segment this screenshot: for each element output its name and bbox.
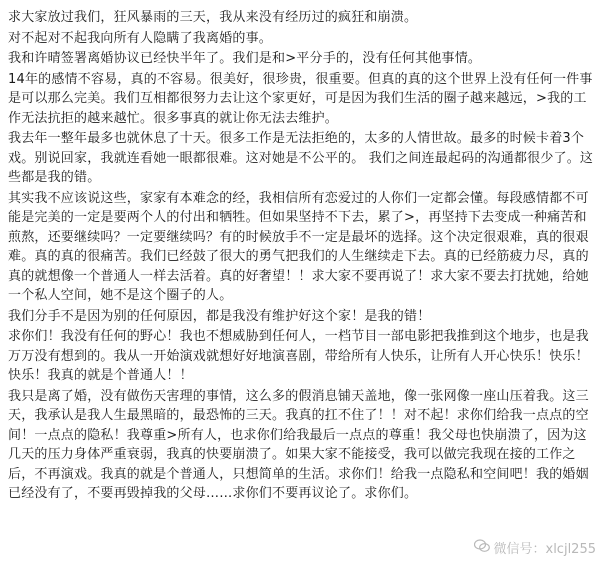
paragraph: 我去年一整年最多也就休息了十天。很多工作是无法拒绝的，太多的人情世故。最多的时候卡着3个戏。别说回家，我就连看她一眼都很难。这对她是不公平的。 我们之间连最起码的沟通都很少了。这些都是我的错。 (8, 131, 594, 185)
paragraph: 14年的感情不容易，真的不容易。很美好，很珍贵，很重要。但真的真的这个世界上没有任何一件事是可以那么完美。我们互相都很努力去让这个家更好，可是因为我们生活的圈子越来越远，>我的工作无法抗拒的越来越忙。很多事真的就让你无法去维护。 (8, 71, 593, 126)
paragraph: 我们分手不是因为别的任何原因，都是我没有维护好这个家！是我的错！ (8, 308, 431, 324)
paragraph: 求大家放过我们，狂风暴雨的三天，我从来没有经历过的疯狂和崩溃。 (8, 10, 418, 25)
paragraph: 对不起对不起我向所有人隐瞒了我离婚的事。 (8, 30, 273, 46)
watermark-text: 微信号：xlcjl255 (493, 542, 596, 557)
paragraph: 我只是离了婚，没有做伤天害理的事情，这么多的假消息铺天盖地，像一张网像一座山压着我。这三天，我承认是我人生最黑暗的，最恐怖的三天。我真的扛不住了！！对不起！求你们给我一点点的空间！一点点的隐私！我尊重>所有人，也求你们给我最后一点点的尊重！我父母也快崩溃了，因为这几天的压力身体严重衰弱，我真的快要崩溃了。如果大家不能接受，我可以做完我现在接的工作之后，不再演戏。我真的就是个普通人，只想简单的生活。求你们！给我一点隐私和空间吧！我的婚姻已经没有了，不要再毁掉我的父母……求你们不要再议论了。求你们。 (8, 388, 589, 501)
paragraph: 其实我不应该说这些，家家有本难念的经，我相信所有恋爱过的人你们一定都会懂。每段感情都不可能是完美的一定是要两个人的付出和牺牲。但如果坚持不下去，累了>，再坚持下去变成一种痛苦和煎熬，还要继续吗？一定要继续吗？有的时候放手不一定是最坏的选择。这个决定很艰难，真的很艰难。真的真的很痛苦。我们已经鼓了很大的勇气把我们的人生继续走下去。真的已经筋疲力尽，真的真的就想像一个普通人一样去活着。真的好奢望！！求大家不要再说了！求大家不要去打扰她，给她一个私人空间，她不是这个圈子的人。 (8, 190, 589, 303)
paragraph: 求你们！我没有任何的野心！我也不想威胁到任何人，一档节目一部电影把我推到这个地步，也是我万万没有想到的。我从一开始演戏就想好好地演喜剧，带给所有人快乐，让所有人开心快乐！快乐！快乐！我真的就是个普通人！！ (8, 329, 589, 383)
paragraph: 我和许晴签署离婚协议已经快半年了。我们是和>平分手的，没有任何其他事情。 (8, 51, 482, 66)
wechat-icon (474, 539, 490, 557)
watermark (470, 537, 601, 558)
